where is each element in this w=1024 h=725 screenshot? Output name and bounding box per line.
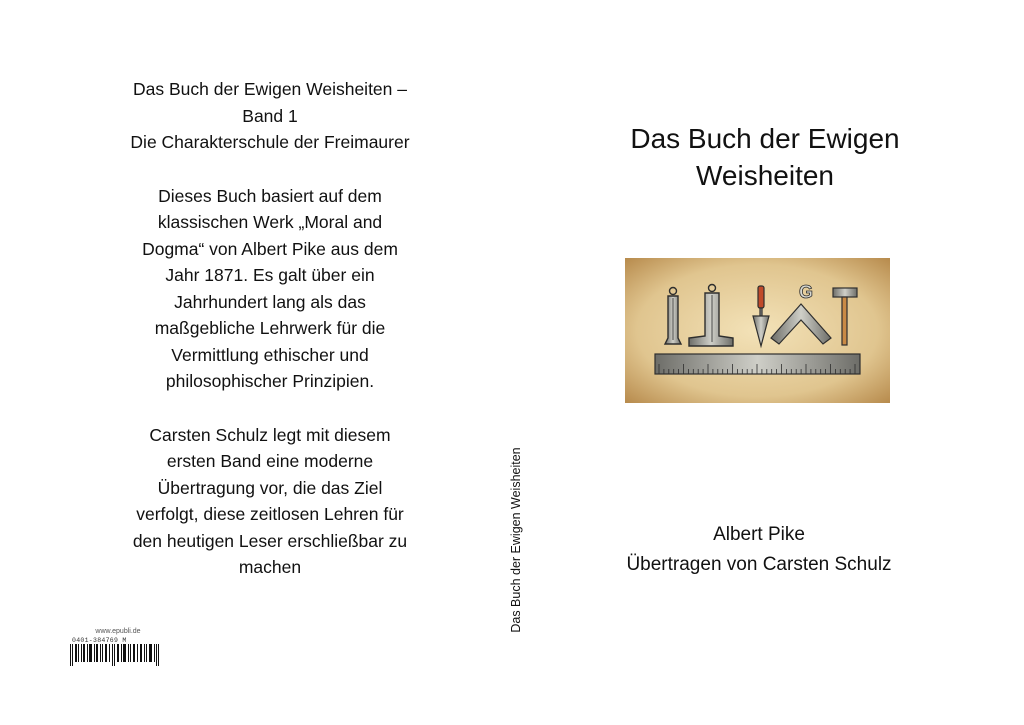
description-line: maßgebliche Lehrwerk für die bbox=[154, 318, 386, 338]
description-line: machen bbox=[238, 557, 302, 577]
author-name: Albert Pike bbox=[713, 524, 805, 545]
back-title-line: Das Buch der Ewigen Weisheiten – bbox=[133, 79, 407, 99]
publisher-url: www.epubli.de bbox=[95, 628, 141, 635]
description-line: klassischen Werk „Moral and bbox=[157, 212, 383, 232]
description-line: philosophischer Prinzipien. bbox=[165, 371, 375, 391]
description-line: Jahr 1871. Es galt über ein bbox=[165, 265, 375, 285]
description-line: Vermittlung ethischer und bbox=[171, 344, 369, 365]
description-line: Übertragung vor, die das Ziel bbox=[157, 477, 383, 498]
description-line: verfolgt, diese zeitlosen Lehren für bbox=[136, 504, 404, 524]
front-title-line: Weisheiten bbox=[695, 160, 834, 191]
author-block bbox=[600, 520, 918, 580]
masonic-tools-illustration bbox=[625, 258, 890, 403]
front-title-line: Das Buch der Ewigen bbox=[630, 123, 900, 154]
description-line: Carsten Schulz legt mit diesem bbox=[149, 424, 391, 445]
isbn-barcode bbox=[66, 628, 170, 668]
ruler-icon bbox=[655, 354, 860, 374]
plumb-rule-icon bbox=[665, 288, 681, 345]
description-line: ersten Band eine moderne bbox=[166, 451, 374, 471]
front-cover-title bbox=[600, 120, 930, 194]
translator-credit: Übertragen von Carsten Schulz bbox=[626, 554, 892, 575]
back-title-line: Band 1 bbox=[242, 105, 298, 126]
barcode-bars bbox=[66, 644, 170, 668]
description-line: Dogma“ von Albert Pike aus dem bbox=[142, 238, 398, 259]
barcode-number: 0401-384769 M bbox=[72, 637, 127, 644]
description-line: Dieses Buch basiert auf dem bbox=[158, 185, 382, 206]
description-line: den heutigen Leser erschließbar zu bbox=[132, 530, 408, 551]
back-cover-text bbox=[100, 76, 440, 581]
letter-g: G bbox=[799, 282, 814, 302]
description-line: Jahrhundert lang als das bbox=[174, 291, 366, 312]
spine-title: Das Buch der Ewigen Weisheiten bbox=[509, 447, 523, 633]
back-subtitle-line: Die Charakterschule der Freimaurer bbox=[130, 132, 410, 152]
